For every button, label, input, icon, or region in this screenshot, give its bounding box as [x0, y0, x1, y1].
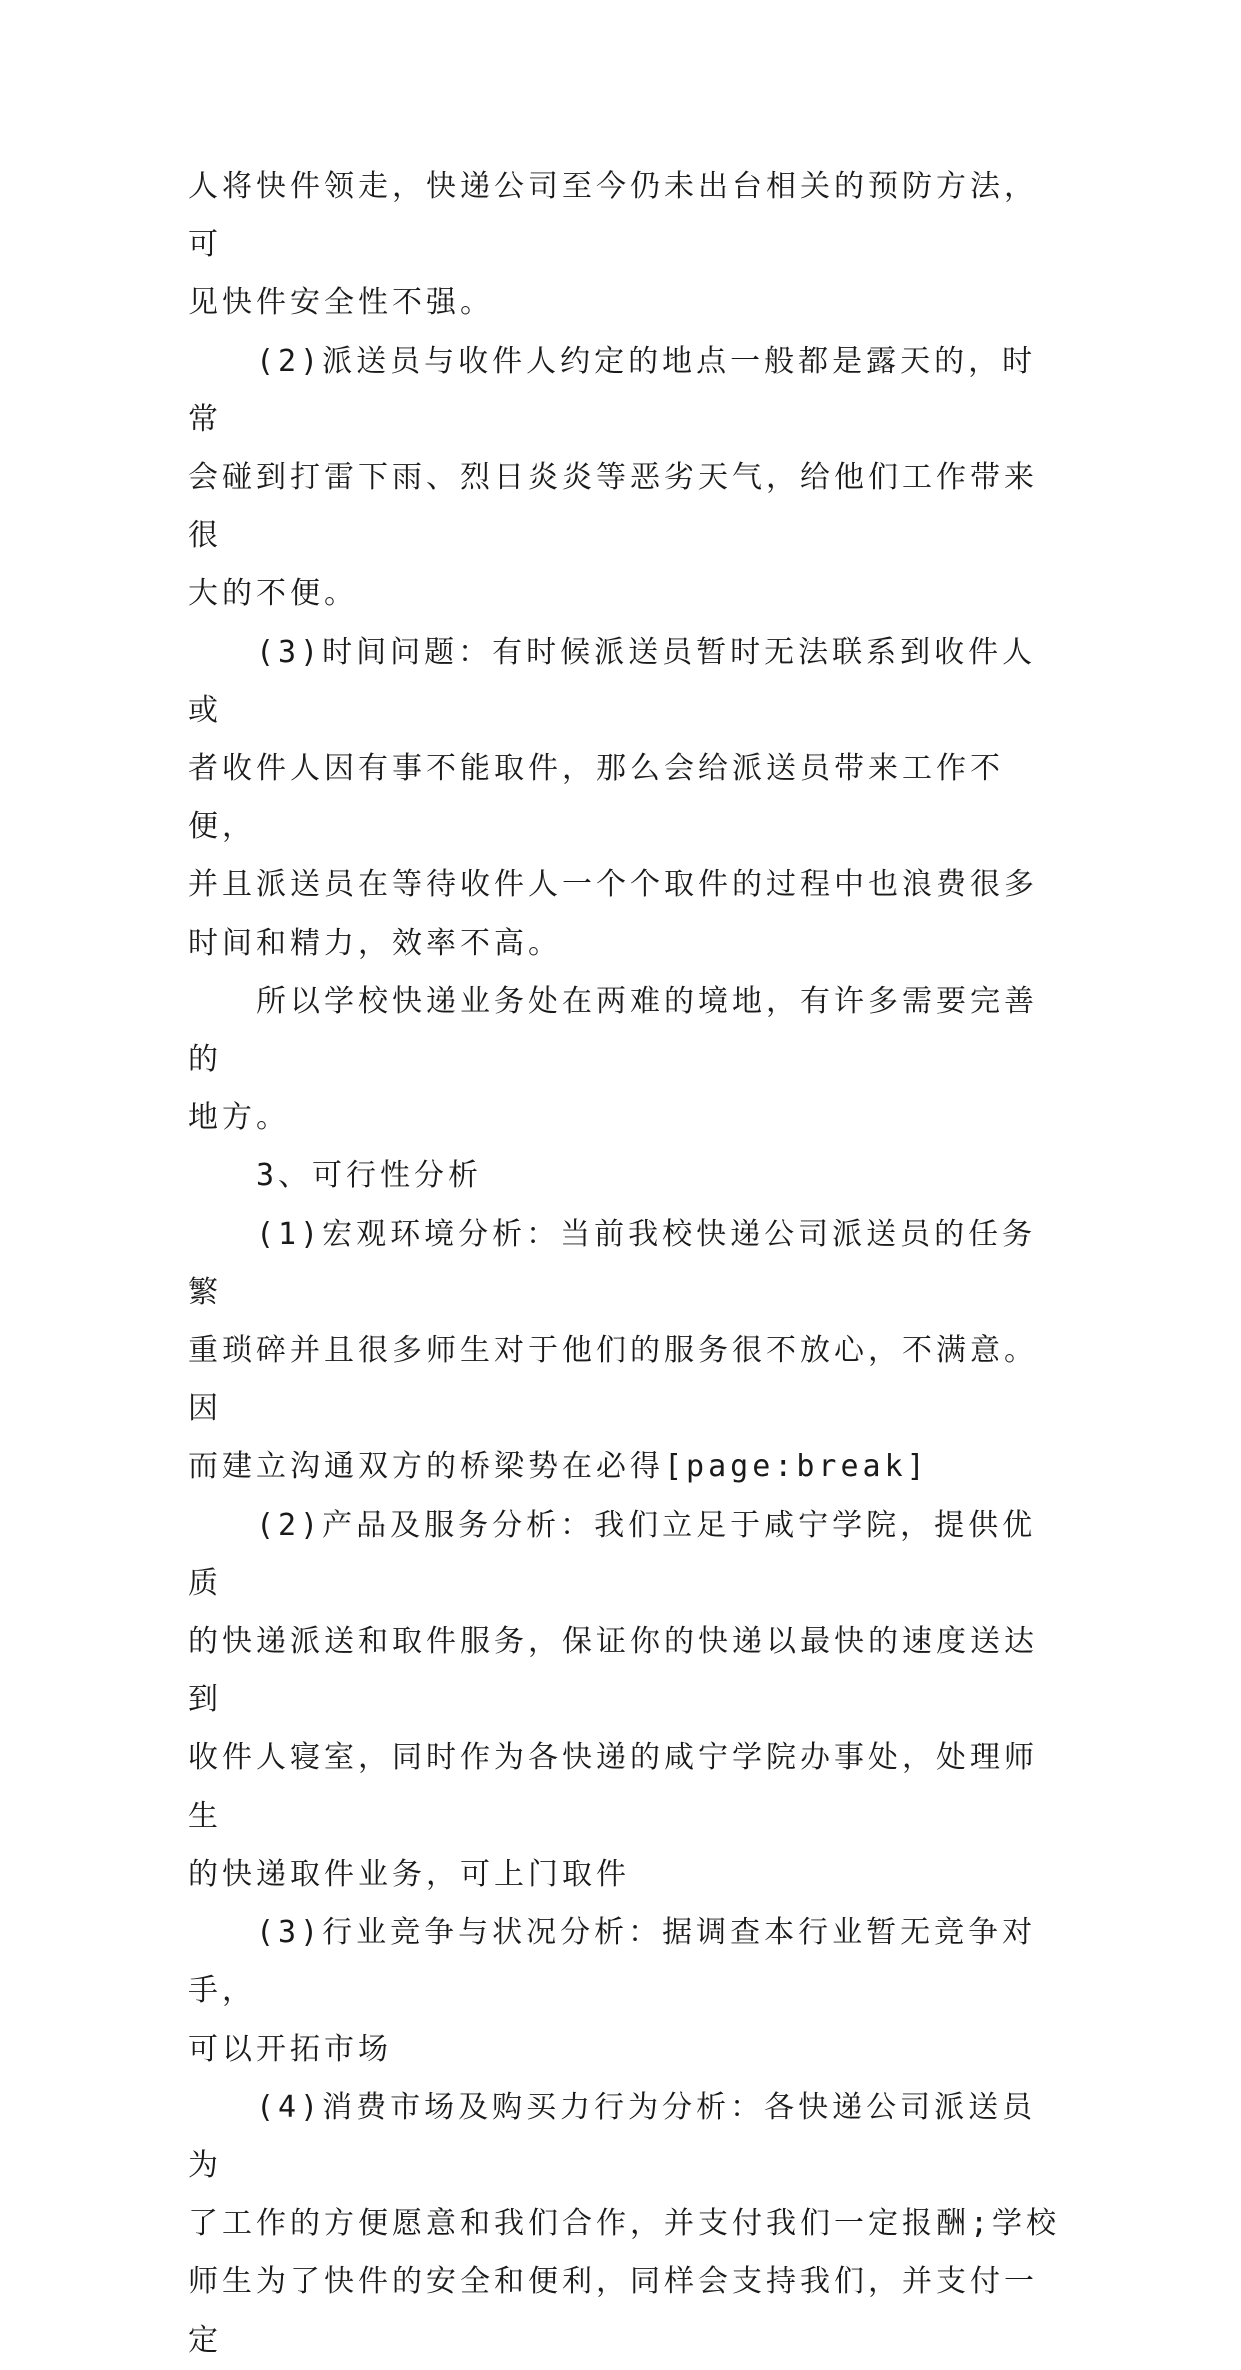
paragraph-4 [188, 973, 1068, 1148]
line: (1)宏观环境分析：当前我校快递公司派送员的任务繁 [188, 1216, 1037, 1310]
section-heading [188, 1147, 1068, 1205]
line: 者收件人因有事不能取件，那么会给派送员带来工作不便， [188, 751, 1004, 845]
paragraph-3 [188, 624, 1068, 973]
paragraph-8 [188, 2079, 1068, 2370]
line: (3)行业竞争与状况分析：据调查本行业暂无竞争对手， [188, 1915, 1037, 2009]
line: 师生为了快件的安全和便利，同样会支持我们，并支付一定 [188, 2264, 1038, 2358]
line: 所以学校快递业务处在两难的境地，有许多需要完善的 [188, 983, 1038, 1078]
line: 重琐碎并且很多师生对于他们的服务很不放心，不满意。因 [188, 1333, 1038, 1427]
line: 收件人寝室，同时作为各快递的咸宁学院办事处，处理师生 [188, 1740, 1038, 1834]
line: 而建立沟通双方的桥梁势在必得[page:break] [188, 1449, 929, 1485]
line: 3、可行性分析 [256, 1158, 483, 1194]
line: 的快递取件业务，可上门取件 [188, 1856, 630, 1892]
line: (3)时间问题：有时候派送员暂时无法联系到收件人或 [188, 634, 1037, 728]
line: 并且派送员在等待收件人一个个取件的过程中也浪费很多 [188, 867, 1038, 903]
line: (2)派送员与收件人约定的地点一般都是露天的，时常 [188, 343, 1037, 437]
paragraph-1 [188, 158, 1068, 333]
line: 可以开拓市场 [188, 2031, 392, 2067]
paragraph-2 [188, 333, 1068, 624]
line: (2)产品及服务分析：我们立足于咸宁学院，提供优质 [188, 1507, 1037, 1601]
line: 的快递派送和取件服务，保证你的快递以最快的速度送达到 [188, 1624, 1038, 1718]
line: 了工作的方便愿意和我们合作，并支付我们一定报酬;学校 [188, 2206, 1061, 2242]
line: 会碰到打雷下雨、烈日炎炎等恶劣天气，给他们工作带来很 [188, 460, 1038, 554]
paragraph-5 [188, 1206, 1068, 1497]
line: 地方。 [188, 1100, 290, 1136]
line: 人将快件领走，快递公司至今仍未出台相关的预防方法，可 [188, 169, 1038, 263]
paragraph-7 [188, 1904, 1068, 2079]
line: 时间和精力，效率不高。 [188, 925, 562, 961]
line: (4)消费市场及购买力行为分析：各快递公司派送员为 [188, 2089, 1037, 2183]
document-body [188, 158, 1068, 2370]
paragraph-6 [188, 1497, 1068, 1904]
line: 见快件安全性不强。 [188, 285, 494, 321]
line: 大的不便。 [188, 576, 358, 612]
